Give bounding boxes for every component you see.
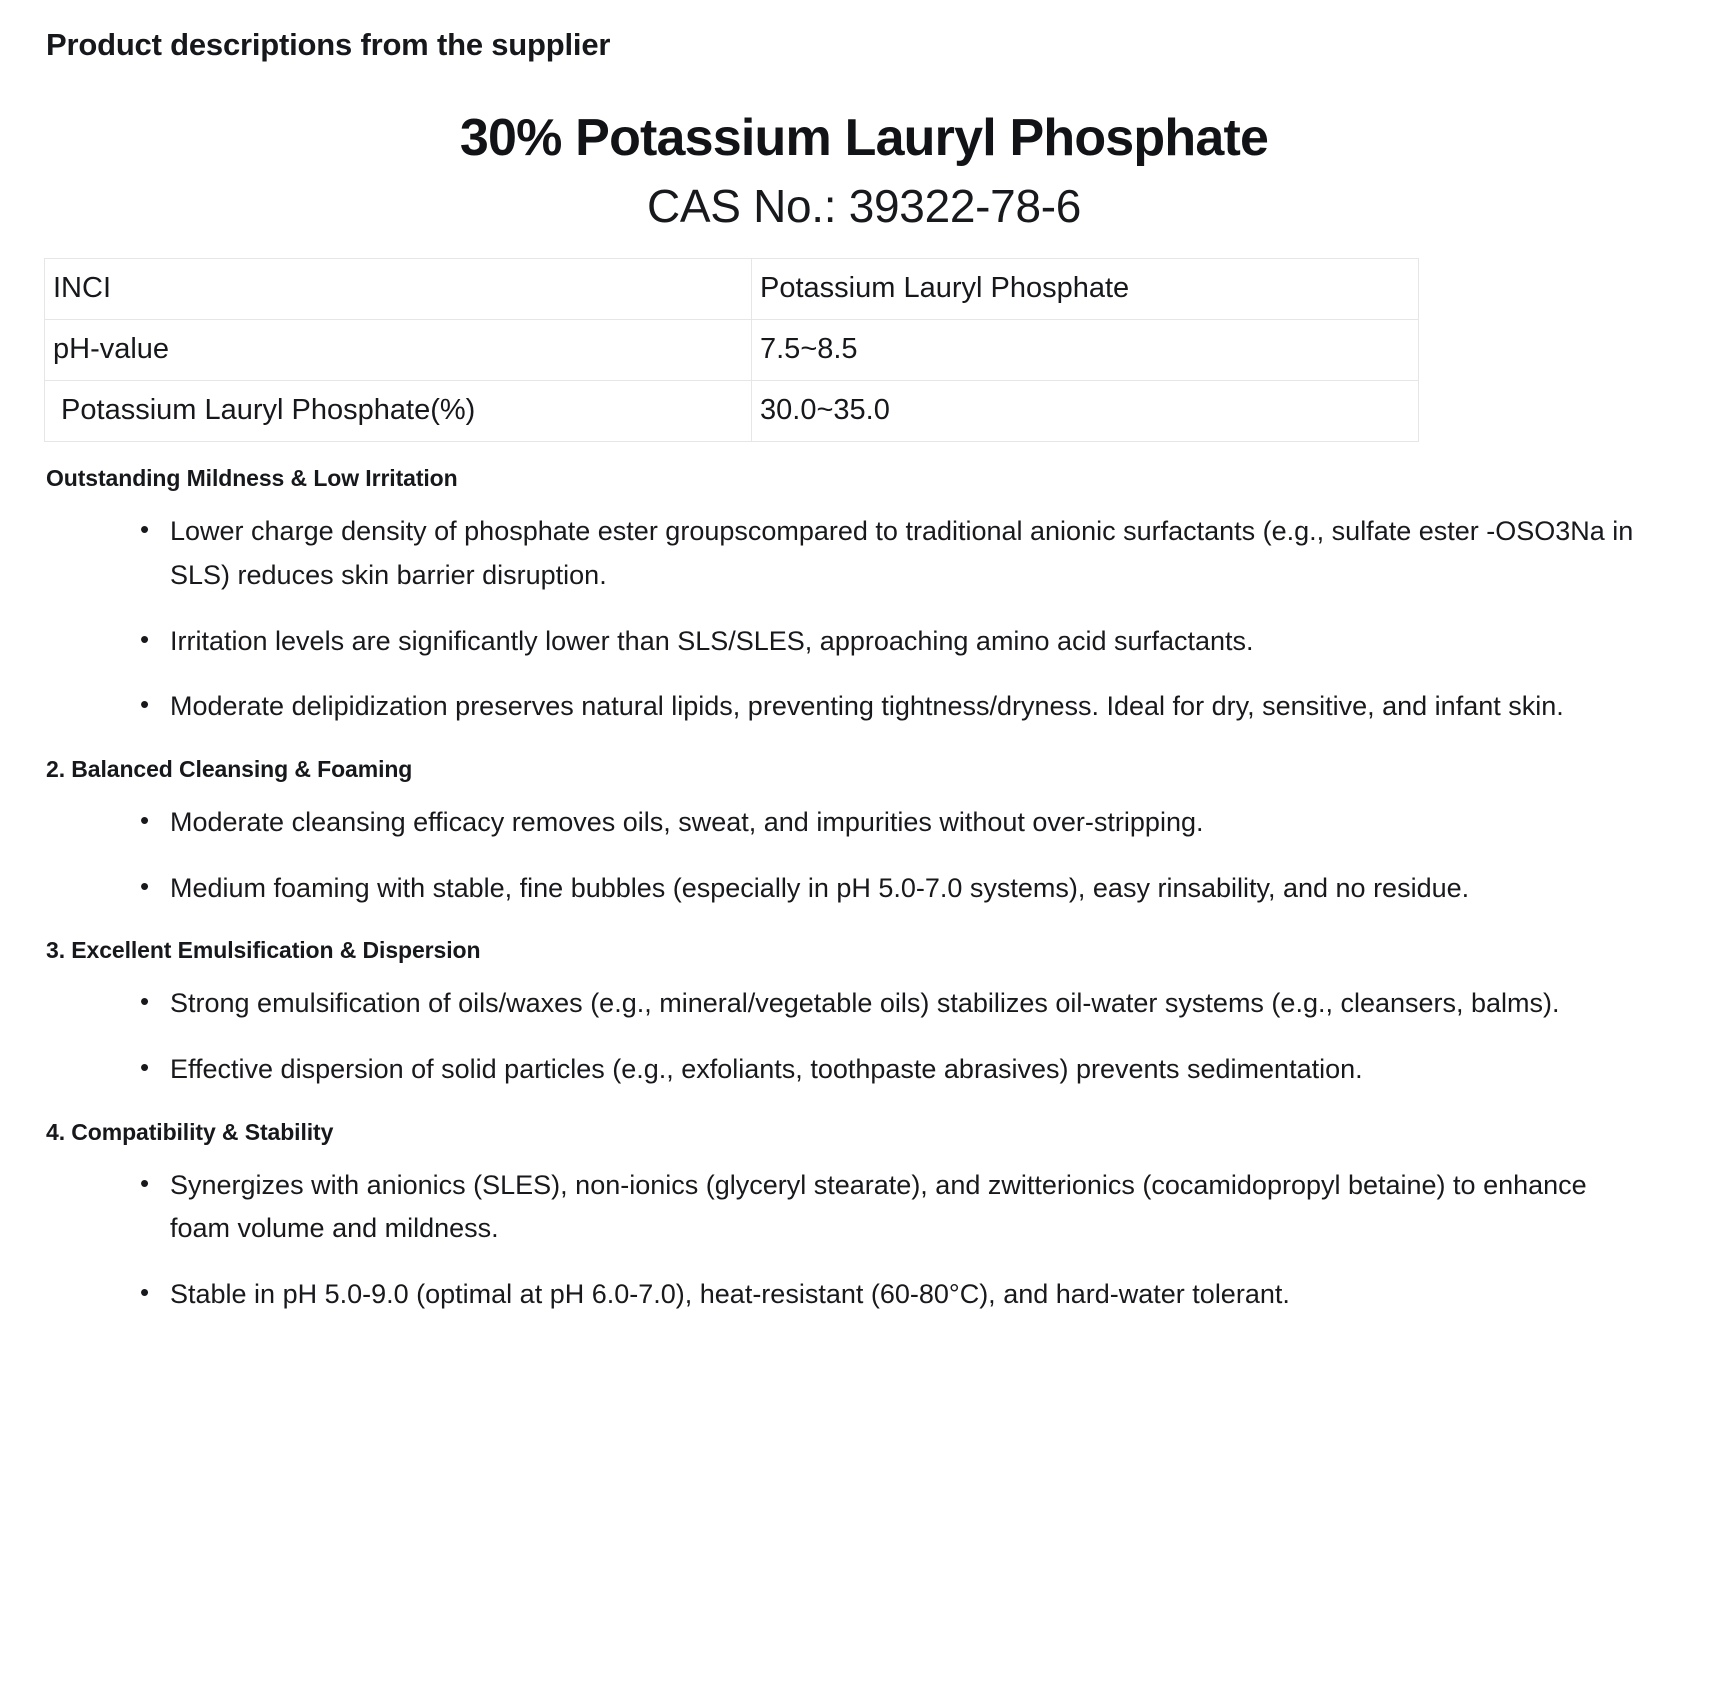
list-item: • Moderate delipidization preserves natural lipids, preventing tightness/dryness. Ideal for dry, sensitive, and infant skin.: [140, 685, 1650, 729]
spec-value: 7.5~8.5: [752, 319, 1419, 380]
spec-label: pH-value: [45, 319, 752, 380]
bullet-list-mildness: [40, 510, 1688, 729]
spec-label: INCI: [45, 258, 752, 319]
list-item: • Irritation levels are significantly lower than SLS/SLES, approaching amino acid surfactants.: [140, 620, 1650, 664]
specification-table-body: [45, 258, 1419, 441]
list-item: • Strong emulsification of oils/waxes (e.g., mineral/vegetable oils) stabilizes oil-water systems (e.g., cleansers, balms).: [140, 982, 1650, 1026]
bullet-list-compatibility: [40, 1164, 1688, 1317]
section-heading-cleansing: 2. Balanced Cleansing & Foaming: [46, 755, 413, 782]
product-cas-number: CAS No.: 39322-78-6: [646, 179, 1082, 232]
section-heading-mildness: Outstanding Mildness & Low Irritation: [46, 465, 458, 492]
supplier-section-heading: Product descriptions from the supplier: [46, 27, 611, 62]
list-item: • Effective dispersion of solid particles (e.g., exfoliants, toothpaste abrasives) prevents sedimentation.: [140, 1048, 1650, 1092]
bullet-list-emulsification: [40, 982, 1688, 1091]
specification-table: [44, 258, 1419, 442]
product-title: 30% Potassium Lauryl Phosphate: [459, 108, 1269, 167]
bullet-list-cleansing: [40, 801, 1688, 910]
section-heading-compatibility: 4. Compatibility & Stability: [46, 1118, 334, 1145]
spec-value: Potassium Lauryl Phosphate: [752, 258, 1419, 319]
list-item: • Medium foaming with stable, fine bubbles (especially in pH 5.0-7.0 systems), easy rinsability, and no residue.: [140, 867, 1650, 911]
table-row: [45, 381, 1419, 442]
list-item: • Synergizes with anionics (SLES), non-ionics (glyceryl stearate), and zwitterionics (cocamidopropyl betaine) to enhance foam volume and mildness.: [140, 1164, 1650, 1251]
table-row: [45, 258, 1419, 319]
list-item: • Moderate cleansing efficacy removes oils, sweat, and impurities without over-stripping.: [140, 801, 1650, 845]
section-heading-emulsification: 3. Excellent Emulsification & Dispersion: [46, 937, 481, 964]
list-item: • Stable in pH 5.0-9.0 (optimal at pH 6.0-7.0), heat-resistant (60-80°C), and hard-water tolerant.: [140, 1273, 1650, 1317]
list-item: • Lower charge density of phosphate ester groupscompared to traditional anionic surfactants (e.g., sulfate ester -OSO3Na in SLS) reduces skin barrier disruption.: [140, 510, 1650, 597]
spec-label: Potassium Lauryl Phosphate(%): [45, 381, 752, 442]
spec-value: 30.0~35.0: [752, 381, 1419, 442]
table-row: [45, 319, 1419, 380]
